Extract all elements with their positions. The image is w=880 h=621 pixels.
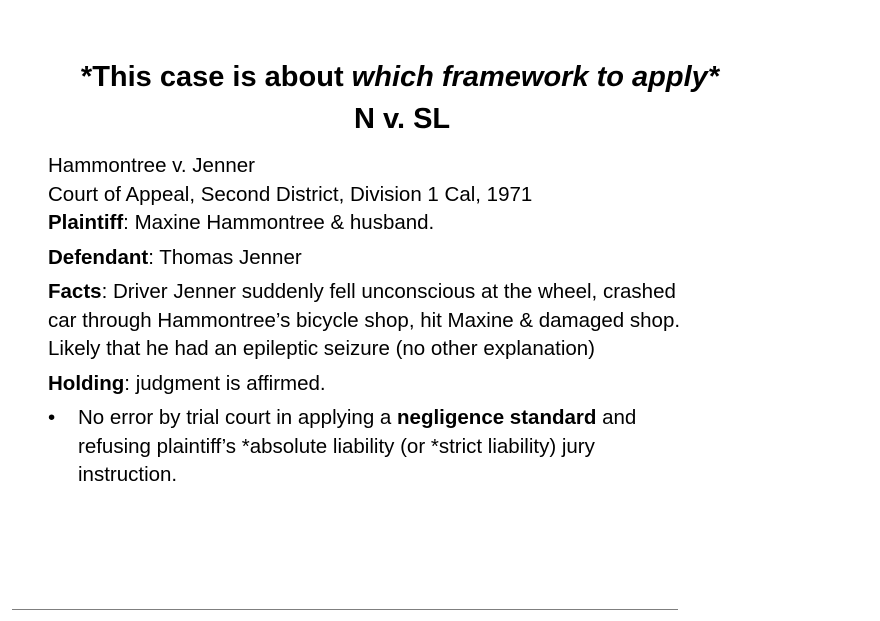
facts-line-3: Likely that he had an epileptic seizure (no other explanation) [48,337,596,360]
footer-divider [12,609,678,610]
plaintiff-line [48,209,768,238]
holding-value: : judgment is affirmed. [124,371,326,395]
facts-label: Facts [48,280,102,303]
bullet-text [78,404,768,490]
holding-line [48,370,768,399]
bullet-line-3: instruction. [78,463,178,486]
title-line-1 [0,58,800,96]
bullet-text-after: and [596,406,637,429]
holding-label: Holding [48,371,125,395]
defendant-line [48,244,768,273]
bullet-text-before: No error by trial court in applying a [78,406,398,429]
title-prefix: *This case is about [80,61,352,93]
title-line-2: N v. SL [354,103,451,135]
slide-title [0,58,800,138]
facts-line-1 [48,278,768,307]
slide-body [48,152,768,490]
bullet-text-bold: negligence standard [397,406,597,429]
defendant-label: Defendant [48,245,149,269]
defendant-value: : Thomas Jenner [148,245,302,269]
court-line: Court of Appeal, Second District, Division 1 Cal, 1971 [48,182,533,206]
bullet-line-2: refusing plaintiff’s *absolute liability (or *strict liability) jury [78,434,595,458]
bullet-marker: • [48,406,56,429]
title-italic: which framework to apply* [351,61,720,93]
plaintiff-label: Plaintiff [48,211,124,234]
case-name: Hammontree v. Jenner [48,154,255,177]
plaintiff-value: : Maxine Hammontree & husband. [123,211,435,234]
bullet-item [48,404,768,490]
facts-text-1: : Driver Jenner suddenly fell unconscious at the wheel, crashed [101,280,676,303]
facts-line-2: car through Hammontree’s bicycle shop, hit Maxine & damaged shop. [48,308,681,332]
